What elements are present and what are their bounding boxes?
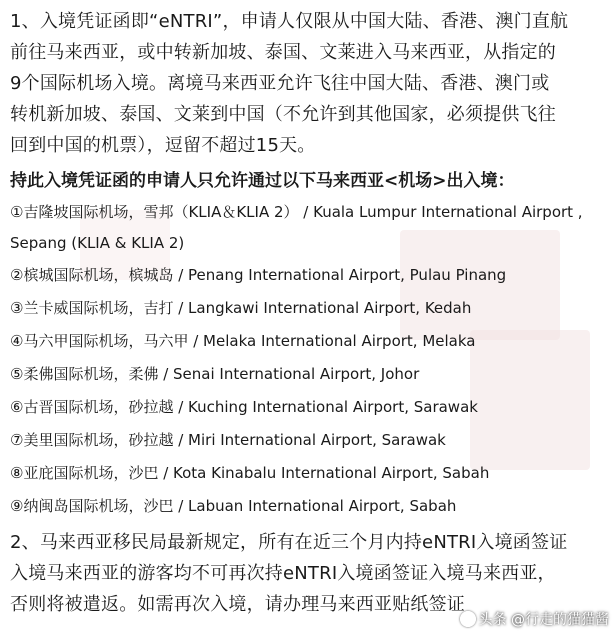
paragraph-2-line-1: 2、马来西亚移民局最新规定，所有在近三个月内持eNTRI入境函签证 [10,532,568,553]
airport-item-4: ④马六甲国际机场，马六甲 / Melaka International Airport, Melaka [10,332,476,350]
paragraph-1-line-3: 9个国际机场入境。离境马来西亚允许飞往中国大陆、香港、澳门或 [10,73,550,94]
paragraph-1-line-4: 转机新加坡、泰国、文莱到中国（不允许到其他国家，必须提供飞往 [10,104,556,125]
airport-item-8: ⑧亚庇国际机场，沙巴 / Kota Kinabalu International Airport, Sabah [10,464,490,482]
airport-item-7: ⑦美里国际机场，砂拉越 / Miri International Airport, Sarawak [10,431,446,449]
paragraph-2-line-2: 入境马来西亚的游客均不可再次持eNTRI入境函签证入境马来西亚， [10,563,556,584]
paragraph-2-line-3: 否则将被遣返。如需再次入境，请办理马来西亚贴纸签证 [10,594,465,615]
watermark [460,609,609,629]
paragraph-1-line-5: 回到中国的机票），逗留不超过15天。 [10,135,316,156]
paragraph-1-line-2: 前往马来西亚，或中转新加坡、泰国、文莱进入马来西亚，从指定的 [10,42,556,63]
airport-item-1: ①吉隆坡国际机场，雪邦（KLIA＆KLIA 2） / Kuala Lumpur International Airport , Sepang (KLIA & KLIA 2) [10,203,583,252]
paragraph-1-line-1: 1、入境凭证函即“eNTRI”，申请人仅限从中国大陆、香港、澳门直航 [10,11,569,32]
watermark-text: 头条 @行走的猫猫酱 [478,612,609,628]
airport-item-6: ⑥古晋国际机场，砂拉越 / Kuching International Airport, Sarawak [10,398,478,416]
toutiao-logo-icon [460,611,476,627]
airports-heading: 持此入境凭证函的申请人只允许通过以下马来西亚<机场>出入境： [10,171,515,191]
document-body [10,6,604,620]
airport-item-3: ③兰卡威国际机场，吉打 / Langkawi International Airport, Kedah [10,299,472,317]
airport-item-5: ⑤柔佛国际机场，柔佛 / Senai International Airport, Johor [10,365,420,383]
airport-item-2: ②槟城国际机场，槟城岛 / Penang International Airport, Pulau Pinang [10,266,507,284]
airport-item-9: ⑨纳闽岛国际机场，沙巴 / Labuan International Airport, Sabah [10,497,457,515]
